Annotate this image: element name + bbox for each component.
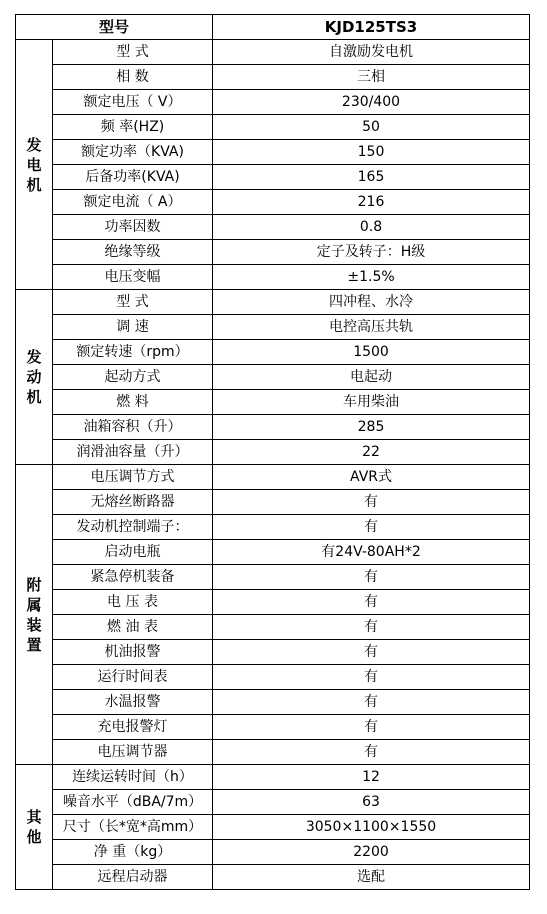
spec-value: 有 bbox=[213, 515, 530, 540]
spec-row bbox=[16, 640, 530, 665]
spec-row bbox=[16, 90, 530, 115]
spec-label: 相 数 bbox=[53, 65, 213, 90]
spec-row bbox=[16, 190, 530, 215]
spec-value: 有 bbox=[213, 665, 530, 690]
spec-value: 电起动 bbox=[213, 365, 530, 390]
spec-value: 有 bbox=[213, 490, 530, 515]
spec-row bbox=[16, 140, 530, 165]
group-label-generator: 发电机 bbox=[16, 40, 53, 290]
spec-value: 电控高压共轨 bbox=[213, 315, 530, 340]
spec-label: 绝缘等级 bbox=[53, 240, 213, 265]
spec-value: 四冲程、水冷 bbox=[213, 290, 530, 315]
spec-row bbox=[16, 615, 530, 640]
spec-row bbox=[16, 715, 530, 740]
group-label-engine: 发动机 bbox=[16, 290, 53, 465]
spec-label: 启动电瓶 bbox=[53, 540, 213, 565]
spec-value: 165 bbox=[213, 165, 530, 190]
spec-value: 150 bbox=[213, 140, 530, 165]
spec-label: 后备功率(KVA) bbox=[53, 165, 213, 190]
spec-value: 选配 bbox=[213, 865, 530, 890]
spec-label: 电压变幅 bbox=[53, 265, 213, 290]
spec-row bbox=[16, 315, 530, 340]
spec-value: 三相 bbox=[213, 65, 530, 90]
spec-value: 12 bbox=[213, 765, 530, 790]
spec-value: 车用柴油 bbox=[213, 390, 530, 415]
spec-value: 285 bbox=[213, 415, 530, 440]
spec-value: 有 bbox=[213, 740, 530, 765]
spec-value: 22 bbox=[213, 440, 530, 465]
spec-label: 型 式 bbox=[53, 290, 213, 315]
spec-label: 油箱容积（升） bbox=[53, 415, 213, 440]
spec-value: 216 bbox=[213, 190, 530, 215]
spec-value: 定子及转子：H级 bbox=[213, 240, 530, 265]
spec-row bbox=[16, 440, 530, 465]
spec-value: 有 bbox=[213, 640, 530, 665]
spec-row bbox=[16, 340, 530, 365]
spec-row bbox=[16, 390, 530, 415]
spec-row bbox=[16, 115, 530, 140]
spec-row bbox=[16, 665, 530, 690]
spec-value: ±1.5% bbox=[213, 265, 530, 290]
spec-row bbox=[16, 765, 530, 790]
spec-label: 额定功率（KVA) bbox=[53, 140, 213, 165]
spec-row bbox=[16, 40, 530, 65]
spec-label: 紧急停机装备 bbox=[53, 565, 213, 590]
spec-label: 机油报警 bbox=[53, 640, 213, 665]
spec-label: 润滑油容量（升） bbox=[53, 440, 213, 465]
spec-value: 自激励发电机 bbox=[213, 40, 530, 65]
group-label-other: 其他 bbox=[16, 765, 53, 890]
spec-value: 3050×1100×1550 bbox=[213, 815, 530, 840]
spec-label: 噪音水平（dBA/7m） bbox=[53, 790, 213, 815]
spec-label: 功率因数 bbox=[53, 215, 213, 240]
spec-value: AVR式 bbox=[213, 465, 530, 490]
spec-value: 0.8 bbox=[213, 215, 530, 240]
spec-table bbox=[15, 14, 530, 890]
spec-row bbox=[16, 165, 530, 190]
spec-label: 频 率(HZ) bbox=[53, 115, 213, 140]
spec-row bbox=[16, 465, 530, 490]
spec-table-body bbox=[16, 15, 530, 890]
spec-row bbox=[16, 590, 530, 615]
spec-label: 额定电压（ V） bbox=[53, 90, 213, 115]
spec-value: 有 bbox=[213, 615, 530, 640]
spec-label: 额定电流（ A） bbox=[53, 190, 213, 215]
spec-label: 运行时间表 bbox=[53, 665, 213, 690]
spec-row bbox=[16, 790, 530, 815]
spec-label: 无熔丝断路器 bbox=[53, 490, 213, 515]
spec-value: 50 bbox=[213, 115, 530, 140]
spec-value: 2200 bbox=[213, 840, 530, 865]
spec-row bbox=[16, 740, 530, 765]
spec-label: 调 速 bbox=[53, 315, 213, 340]
spec-label: 额定转速（rpm） bbox=[53, 340, 213, 365]
spec-label: 水温报警 bbox=[53, 690, 213, 715]
spec-row bbox=[16, 865, 530, 890]
group-label-accessories: 附属装置 bbox=[16, 465, 53, 765]
spec-row bbox=[16, 415, 530, 440]
spec-label: 电 压 表 bbox=[53, 590, 213, 615]
spec-row bbox=[16, 215, 530, 240]
spec-label: 尺寸（长*宽*高mm） bbox=[53, 815, 213, 840]
header-label: 型号 bbox=[16, 15, 213, 40]
spec-label: 燃 料 bbox=[53, 390, 213, 415]
spec-value: 有 bbox=[213, 590, 530, 615]
spec-label: 远程启动器 bbox=[53, 865, 213, 890]
spec-row bbox=[16, 265, 530, 290]
spec-row bbox=[16, 540, 530, 565]
spec-row bbox=[16, 490, 530, 515]
spec-row bbox=[16, 290, 530, 315]
model-name: KJD125TS3 bbox=[213, 15, 530, 40]
spec-row bbox=[16, 690, 530, 715]
spec-label: 发动机控制端子： bbox=[53, 515, 213, 540]
spec-row bbox=[16, 815, 530, 840]
spec-value: 有 bbox=[213, 565, 530, 590]
spec-row bbox=[16, 840, 530, 865]
spec-label: 连续运转时间（h） bbox=[53, 765, 213, 790]
spec-value: 有 bbox=[213, 715, 530, 740]
spec-row bbox=[16, 240, 530, 265]
spec-label: 充电报警灯 bbox=[53, 715, 213, 740]
spec-value: 有24V-80AH*2 bbox=[213, 540, 530, 565]
spec-value: 有 bbox=[213, 690, 530, 715]
spec-value: 230/400 bbox=[213, 90, 530, 115]
spec-value: 63 bbox=[213, 790, 530, 815]
spec-label: 电压调节器 bbox=[53, 740, 213, 765]
spec-row bbox=[16, 515, 530, 540]
spec-row bbox=[16, 65, 530, 90]
spec-label: 型 式 bbox=[53, 40, 213, 65]
spec-value: 1500 bbox=[213, 340, 530, 365]
spec-row bbox=[16, 565, 530, 590]
header-row bbox=[16, 15, 530, 40]
spec-label: 净 重（kg） bbox=[53, 840, 213, 865]
spec-label: 起动方式 bbox=[53, 365, 213, 390]
spec-label: 电压调节方式 bbox=[53, 465, 213, 490]
spec-row bbox=[16, 365, 530, 390]
spec-label: 燃 油 表 bbox=[53, 615, 213, 640]
